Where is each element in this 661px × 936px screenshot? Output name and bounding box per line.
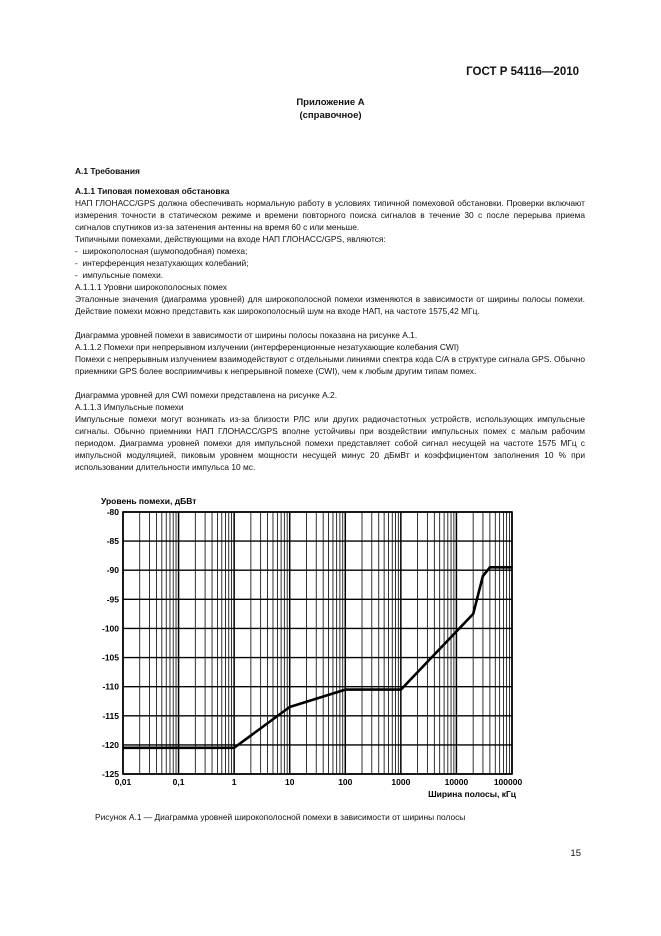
- y-tick-label: -80: [106, 507, 119, 517]
- data-point: [122, 747, 124, 749]
- paragraph: Эталонные значения (диаграмма уровней) для широкополосной помехи изменяются в зависимости от ширины полосы помехи. Действие помехи можно представить как широкополосный шум на входе НАП, на частоте 1575,42 МГц.: [75, 294, 585, 316]
- x-tick-label: 100: [338, 777, 353, 787]
- y-tick-label: -115: [102, 710, 119, 721]
- y-axis-title: Уровень помехи, дБВт: [101, 496, 197, 506]
- data-point: [511, 566, 513, 568]
- data-point: [489, 566, 491, 568]
- paragraph: НАП ГЛОНАСС/GPS должна обеспечивать нормальную работу в условиях типичной помеховой обстановки. Проверки включают измерения точности в статическом режиме и времени повторного поиска сигналов в течение 30 с после перерыва приема сигналов спутников из-за затенения антенны на время 60 с или меньше.: [75, 198, 585, 232]
- paragraph: Помехи с непрерывным излучением взаимодействуют с отдельными линиями спектра кода С/А в структуре сигнала GPS. Обычно приемники GPS более восприимчивы к непрерывной помехе (CWI), чем к любым другим типам помех.: [75, 354, 585, 376]
- x-tick-label: 0,01: [114, 777, 132, 787]
- section-heading: А.1 Требования: [75, 166, 140, 176]
- paragraph: А.1.1.3 Импульсные помехи: [75, 402, 184, 412]
- list-bullet: -: [75, 246, 83, 256]
- x-tick-label: 100000: [493, 777, 523, 787]
- appendix-subtitle: (справочное): [299, 110, 362, 121]
- paragraph: Диаграмма уровней для CWI помехи представлена на рисунке А.2.: [75, 390, 338, 400]
- paragraph: Диаграмма уровней помехи в зависимости от ширины полосы показана на рисунке А.1.: [75, 330, 418, 340]
- paragraph: Импульсные помехи могут возникать из-за близости РЛС или других радиочастотных устройств, использующих импульсные сигналы. Обычно приемники НАП ГЛОНАСС/GPS вполне устойчивы при воздействии импульсных помех с малым рабочим периодом. Диаграмма уровней помехи для импульсной помехи представляет собой сигнал несущей на частоте 1575 МГц с импульсной модуляцией, пиковым уровнем мощности несущей минус 20 дБмВт и коэффициентом заполнения 10 % при использовании длительности импульса 10 мс.: [75, 414, 585, 472]
- list-item: - широкополосная (шумоподобная) помеха;: [75, 246, 248, 256]
- y-tick-label: -90: [106, 565, 119, 576]
- y-tick-label: -120: [101, 739, 119, 750]
- data-point: [233, 747, 235, 749]
- list-bullet: -: [75, 270, 83, 280]
- list-item: - интерференция незатухающих колебаний;: [75, 258, 249, 268]
- y-tick-label: -125: [101, 769, 119, 779]
- data-point: [344, 689, 346, 691]
- y-tick-label: -85: [106, 536, 119, 547]
- y-tick-label: -95: [106, 594, 119, 605]
- x-tick-label: 1000: [391, 777, 411, 787]
- paragraph: А.1.1.1 Уровни широкополосных помех: [75, 282, 227, 292]
- y-tick-label: -100: [101, 623, 119, 634]
- y-tick-label: -105: [101, 652, 119, 663]
- x-tick-label: 0,1: [172, 777, 185, 787]
- data-point: [400, 689, 402, 691]
- appendix-title: Приложение А: [296, 97, 365, 108]
- page-number: 15: [570, 848, 581, 859]
- list-bullet: -: [75, 258, 83, 268]
- list-item: - импульсные помехи.: [75, 270, 164, 280]
- data-point: [289, 706, 291, 708]
- x-tick-label: 1: [231, 777, 237, 787]
- figure-caption: Рисунок А.1 — Диаграмма уровней широкополосной помехи в зависимости от ширины полосы: [95, 812, 466, 822]
- paragraph: А.1.1.2 Помехи при непрерывном излучении (интерференционные незатухающие колебания CWI): [75, 342, 459, 352]
- standard-designation: ГОСТ Р 54116—2010: [466, 66, 579, 78]
- data-point: [472, 613, 474, 615]
- x-tick-label: 10: [284, 777, 295, 787]
- data-point: [482, 575, 484, 577]
- x-axis-title: Ширина полосы, кГц: [428, 789, 516, 799]
- paragraph: Типичными помехами, действующими на входе НАП ГЛОНАСС/GPS, являются:: [75, 234, 386, 244]
- y-tick-label: -110: [102, 681, 119, 692]
- section-heading: А.1.1 Типовая помеховая обстановка: [75, 186, 230, 196]
- figure-a1-chart: [60, 492, 560, 802]
- x-tick-label: 10000: [444, 777, 469, 787]
